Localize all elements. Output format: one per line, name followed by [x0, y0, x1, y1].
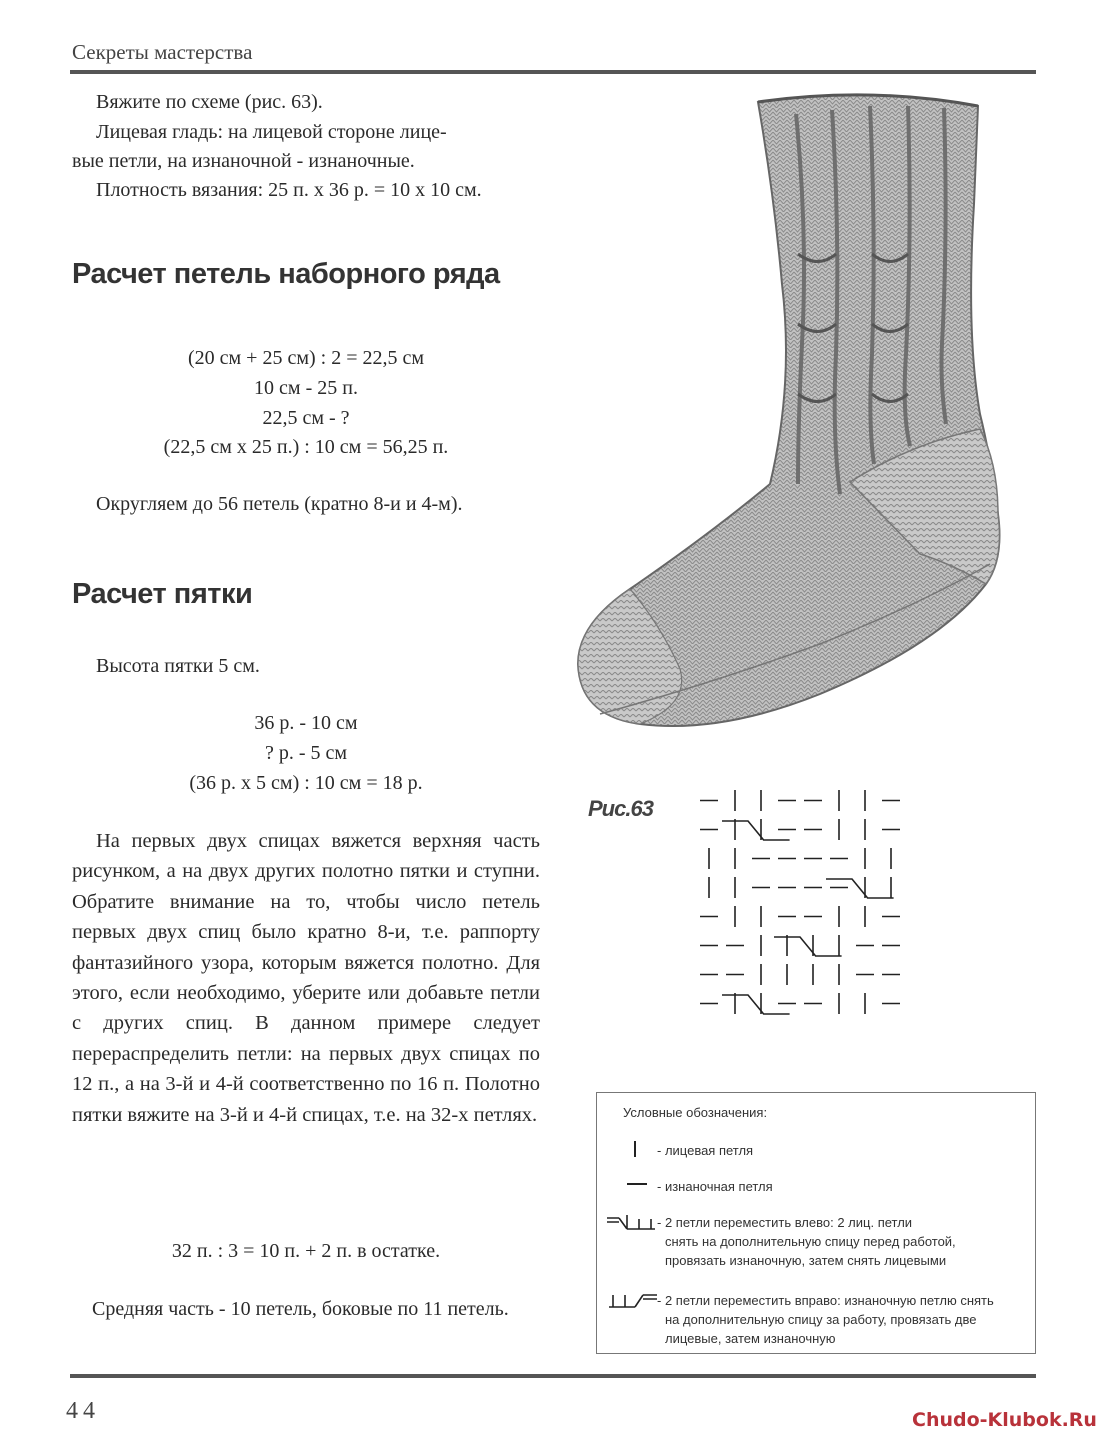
legend-cross-right-1: - 2 петли переместить вправо: изнаночную петлю снять: [657, 1293, 994, 1308]
heel-division: 32 п. : 3 = 10 п. + 2 п. в остатке.: [171, 1240, 441, 1262]
legend-box: [596, 1092, 1036, 1354]
figure-label: Рис.63: [588, 796, 653, 821]
chart-cable-mark: [722, 995, 790, 1014]
pattern-chart: [690, 782, 920, 1022]
purl-symbol-icon: [625, 1177, 649, 1191]
chart-cable-mark: [826, 879, 894, 898]
heel-height: Высота пятки 5 см.: [96, 655, 260, 677]
cast-on-rounding: Округляем до 56 петель (кратно 8-и и 4-м).: [96, 493, 463, 515]
legend-cross-left-3: провязать изнаночную, затем снять лицевыми: [665, 1253, 947, 1268]
legend-title: Условные обозначения:: [623, 1105, 768, 1120]
heel-calc-1: 36 р. - 10 см: [254, 712, 358, 734]
running-header: Секреты мастерства: [72, 40, 253, 64]
page-number: 44: [66, 1398, 100, 1424]
cross-left-symbol-icon: [605, 1213, 661, 1233]
cast-on-calc-3: 22,5 см - ?: [262, 407, 350, 429]
intro-line-1: Вяжите по схеме (рис. 63).: [96, 91, 323, 113]
cross-right-symbol-icon: [605, 1291, 661, 1311]
footer-rule: [70, 1374, 1036, 1378]
legend-cross-left-2: снять на дополнительную спицу перед работой,: [665, 1234, 956, 1249]
watermark: Chudo-Klubok.Ru: [912, 1409, 1097, 1431]
heel-calc-3: (36 р. х 5 см) : 10 см = 18 р.: [189, 772, 423, 794]
intro-line-2b: вые петли, на изнаночной - изнаночные.: [72, 150, 415, 172]
intro-line-2a: Лицевая гладь: на лицевой стороне лице-: [96, 121, 447, 143]
legend-cross-left-1: - 2 петли переместить влево: 2 лиц. петли: [657, 1215, 913, 1230]
legend-knit: - лицевая петля: [657, 1143, 754, 1158]
header-rule: [70, 70, 1036, 74]
heel-paragraph: На первых двух спицах вяжется верхняя часть рисунком, а на двух других полотно пятки и ступни. Обратите внимание на то, чтобы число петель первых двух спиц было кратно 8-и, т.е. раппорту фантазийного узора, которым вяжется полотно. Для этого, если необходимо, уберите или добавьте петли с других спиц. В данном примере следует перераспределить петли: на первых двух спицах по 12 п., а на 3-й и 4-й соответственно по 16 п. Полотно пятки вяжите на 3-й и 4-й спицах, т.е. на 32-х петлях.: [72, 830, 540, 1126]
cast-on-calc-2: 10 см - 25 п.: [254, 377, 358, 399]
heading-cast-on: Расчет петель наборного ряда: [72, 258, 500, 290]
legend-cross-right-2: на дополнительную спицу за работу, провязать две: [665, 1312, 977, 1327]
cast-on-calc-4: (22,5 см х 25 п.) : 10 см = 56,25 п.: [163, 436, 449, 458]
legend-cross-right-3: лицевые, затем изнаночную: [665, 1331, 836, 1346]
sock-illustration: [570, 84, 1040, 764]
heel-calc-2: ? р. - 5 см: [264, 742, 348, 764]
intro-line-3: Плотность вязания: 25 п. х 36 р. = 10 х 10 см.: [96, 179, 482, 201]
heel-closing: Средняя часть - 10 петель, боковые по 11 петель.: [92, 1298, 509, 1320]
cast-on-calc-1: (20 см + 25 см) : 2 = 22,5 см: [187, 347, 425, 369]
knit-symbol-icon: [631, 1139, 641, 1159]
chart-cable-mark: [722, 821, 790, 840]
legend-purl: - изнаночная петля: [657, 1179, 773, 1194]
heading-heel: Расчет пятки: [72, 578, 253, 610]
chart-cable-mark: [774, 937, 842, 956]
